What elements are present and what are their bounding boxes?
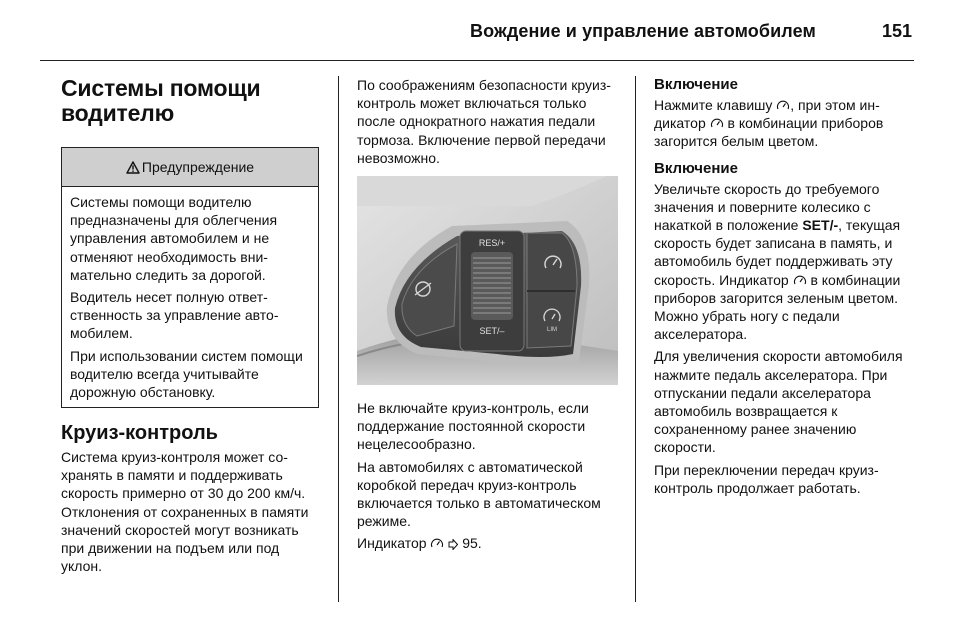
activation-text: Нажмите клавишу , при этом индикатор в комбинации приборов загорится белым цветом. xyxy=(654,97,884,150)
column-divider-2 xyxy=(635,76,636,602)
indicator-reference xyxy=(357,534,623,552)
set-label: SET/– xyxy=(479,326,505,336)
set-label-bold: SET/- xyxy=(802,217,839,234)
paragraph: Не включайте круиз-контроль, если поддержание постоянной скорости нецелесообразно. xyxy=(357,400,589,453)
warning-box xyxy=(61,147,319,408)
res-label: RES/+ xyxy=(478,238,506,248)
activation-heading: Включение xyxy=(654,76,738,93)
cruise-indicator-icon xyxy=(710,118,724,130)
warning-body xyxy=(62,187,318,401)
lim-label: LIM xyxy=(546,327,558,333)
warning-triangle-icon xyxy=(126,161,140,174)
cruise-indicator-icon xyxy=(793,275,807,287)
paragraph: На автомобилях с автоматической коробкой передач круиз-контроль включается только в автоматическом режиме. xyxy=(357,458,601,530)
set-speed-text: Увеличьте скорость до требуемого значения и поверните колесико с накаткой в положение SET/-, текущая скорость будет записана в память, и автомобиль будет поддерживать эту скорость. Индикатор в комбинации приборов загорится зеленым цветом. Можно убрать ногу с педали акселератора. xyxy=(654,180,901,343)
page-number: 151 xyxy=(882,21,913,41)
column-2-lower xyxy=(357,399,623,553)
cruise-control-heading: Круиз-контроль xyxy=(61,422,218,444)
warning-header xyxy=(62,148,318,187)
cruise-control-section xyxy=(61,421,323,575)
column-3 xyxy=(654,76,916,497)
page-reference-arrow-icon xyxy=(448,539,458,550)
running-header: Вождение и управление автомобилем xyxy=(470,21,816,41)
column-2 xyxy=(357,76,619,167)
paragraph: Для увеличения скорости автомобиля нажмите педаль акселератора. При отпускании педали акселератора автомобиль возвращается к сохраненному ранее значению скорости. xyxy=(654,348,903,456)
header-rule xyxy=(40,60,914,61)
steering-wheel-controls-image xyxy=(357,176,618,385)
paragraph: При переключении передач круиз-контроль продолжает работать. xyxy=(654,461,879,496)
indicator-page-ref: 95. xyxy=(462,535,482,552)
cruise-button-icon xyxy=(776,100,790,112)
steering-wheel-illustration xyxy=(357,176,618,385)
cruise-control-text: Система круиз-контроля может сохранять в памяти и поддерживать скорость примерно от 30 до 200 км/ч. Отклонения от сохраненных в памяти значений скоростей могут возникать при движении на подъем или под уклон. xyxy=(61,449,309,575)
warning-paragraph: При использовании систем помощи водителю всегда учитывайте дорожную обстановку. xyxy=(70,347,303,401)
section-title: Системы помощи водителю xyxy=(61,75,261,126)
warning-paragraph: Водитель несет полную ответственность за управление автомобилем. xyxy=(70,289,279,342)
column-divider-1 xyxy=(338,76,339,602)
intro-paragraph: По соображениям безопасности круиз-контроль может включаться только после однократного нажатия педали тормоза. Включение первой передачи невозможно. xyxy=(357,77,611,166)
cruise-control-indicator-icon xyxy=(430,538,444,550)
column-1 xyxy=(61,76,323,126)
indicator-label: Индикатор xyxy=(357,535,427,552)
warning-paragraph: Системы помощи водителю предназначены для облегчения управления автомобилем и не отменяют необходимость внимательно следить за дорогой. xyxy=(70,194,278,283)
warning-title: Предупреждение xyxy=(141,159,255,175)
activation-heading-2: Включение xyxy=(654,159,738,177)
